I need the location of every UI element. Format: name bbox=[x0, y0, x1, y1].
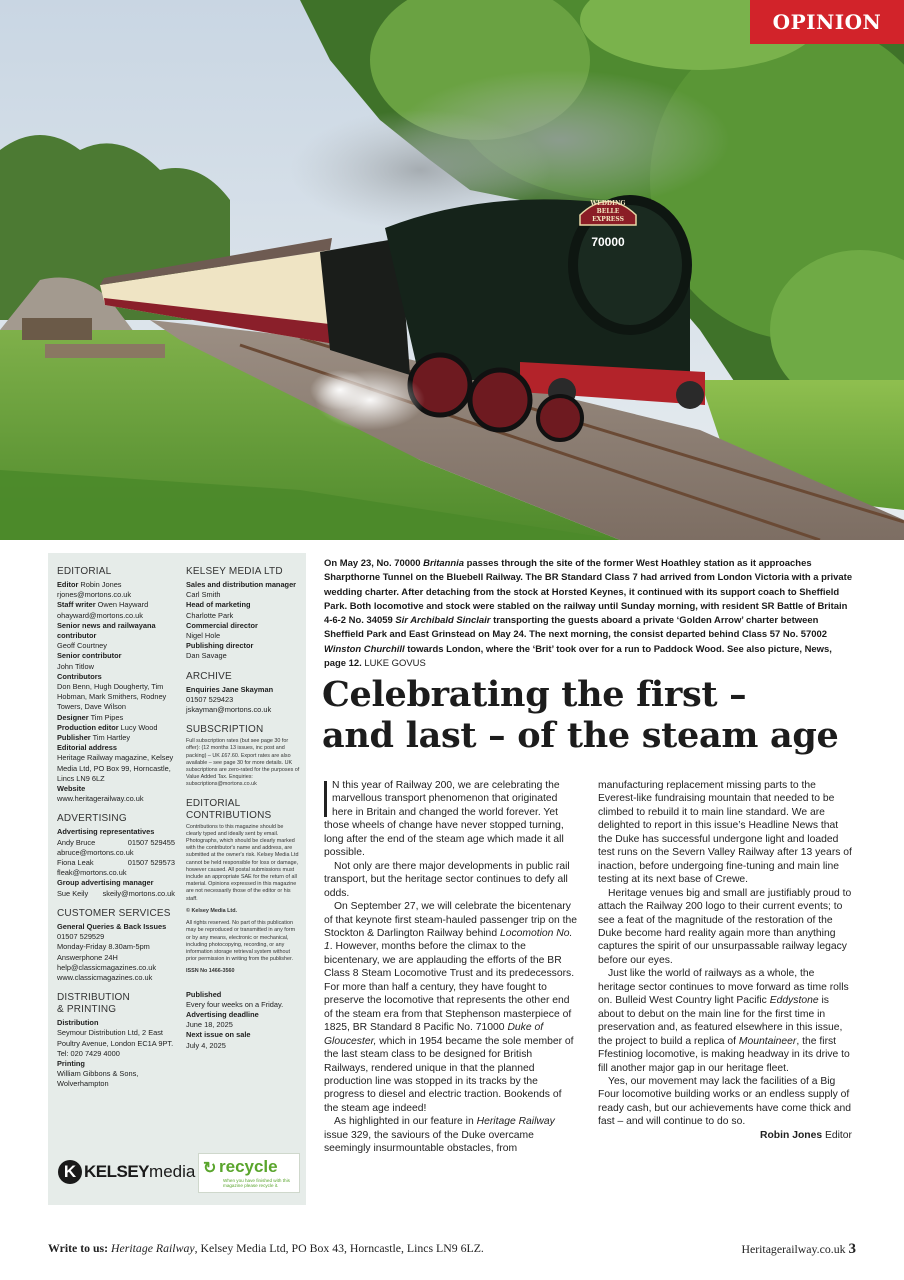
marketing-name: Charlotte Park bbox=[186, 610, 234, 620]
rights-text: All rights reserved. No part of this publication may be reproduced or transmitted in any form or by any means, electronic or mechanical, including photocopying, recording, or any information storage retrieval system without prior permission in writing from the publisher. bbox=[186, 920, 296, 963]
signature-role: Editor bbox=[824, 1129, 852, 1141]
subscription-heading: SUBSCRIPTION bbox=[186, 724, 264, 736]
commercial-name: Nigel Hole bbox=[186, 631, 221, 641]
sales-label: Sales and distribution manager bbox=[186, 580, 297, 589]
staff-box bbox=[48, 553, 306, 1205]
commercial-label: Commercial director bbox=[186, 620, 258, 630]
editor-email[interactable]: rjones@mortons.co.uk bbox=[57, 590, 132, 600]
body-c2p3-part-a: Just like the world of railways as a whole, the heritage sector continues to move forward as time rolls on. Bulleid West Country light Pacific bbox=[598, 968, 849, 1007]
body-p4-part-a: As highlighted in our feature in bbox=[334, 1116, 477, 1128]
group-ad-name: Sue Keily bbox=[57, 888, 89, 898]
footer-write-label: Write to us: bbox=[48, 1241, 109, 1255]
body-paragraph: Heritage venues big and small are justifiably proud to attach the Railway 200 logo to their current events; to see a feat of the magnitude of the restoration of the Duke become hard reality again more than anything captures the spirit of our unsurpassable railway legacy before our eyes. bbox=[598, 887, 852, 966]
editor-name: Robin Jones bbox=[80, 580, 122, 589]
kelsey-logo-text-b: media bbox=[149, 1162, 196, 1181]
contributions-section bbox=[186, 798, 300, 976]
designer-label: Designer bbox=[57, 712, 89, 722]
sales-name: Carl Smith bbox=[186, 590, 221, 600]
body-p3-part-c: which in 1954 became the sole member of the last steam class to be designed for British Railways, rendered unique in that the planned production line was stopped in its tracks by the progress to diesel and electric traction. Bookends of the steam age indeed! bbox=[324, 1035, 574, 1114]
headline-line-1: Celebrating the first – bbox=[322, 674, 747, 715]
rep2-phone: 01507 529573 bbox=[127, 858, 175, 868]
contributors-label: Contributors bbox=[57, 671, 102, 681]
subscription-text: Full subscription rates (but see page 30 for offer): (12 months 13 issues, inc post and packing) – UK £67.60. Export rates are also available – see page 30 for more details. UK subscriptions are zero-rated for the purposes of Value Added Tax. Enquiries: subscriptions@mortons.co.uk bbox=[186, 738, 300, 788]
printing-label: Printing bbox=[57, 1058, 85, 1068]
recycle-logo bbox=[198, 1153, 300, 1193]
customer-website[interactable]: www.classicmagazines.co.uk bbox=[57, 972, 153, 982]
rep1-name: Andy Bruce bbox=[57, 837, 96, 847]
dropcap-i bbox=[324, 781, 327, 817]
staff-writer-label: Staff writer bbox=[57, 600, 96, 610]
website-link[interactable]: www.heritagerailway.co.uk bbox=[57, 794, 144, 804]
body-paragraph: Not only are there major developments in public rail transport, but the heritage sector continues to defy all odds. bbox=[324, 860, 570, 899]
publishing-name: Dan Savage bbox=[186, 651, 227, 661]
archive-section bbox=[186, 671, 300, 716]
archive-phone: 01507 529423 bbox=[186, 694, 234, 704]
publisher-name: Tim Hartley bbox=[92, 733, 131, 743]
body-p3-part-b: . However, months before the climax to the bicentenary, we are applauding the efforts of the BR Class 8 Steam Locomotive Trust and its predecessors. For more than half a century, they have fought to preserve the locomotive that represents the other end of the steam era from that Stephenson masterpiece of 1825, BR Standard 8 Pacific No. 71000 bbox=[324, 941, 575, 1034]
contributions-heading: EDITORIAL CONTRIBUTIONS bbox=[186, 797, 272, 821]
caption-part-2: passes through the site of the former West Hoathley station as it approaches Sharpthorne Tunnel on the Bluebell Railway. The BR Standard Class 7 had arrived from London Victoria with a private wedding charter. After detaching from the stock at Horsted Keynes, it continued with its support coach to Sheffield Park. Both locomotive and stock were stabled on the railway until Sunday morning, with resident SR Battle of Britain 4-6-2 No. 34059 bbox=[324, 558, 853, 627]
page-footer bbox=[48, 1241, 856, 1257]
customer-phone: 01507 529529 bbox=[57, 932, 105, 942]
body-c2p3-part-c: , the first Ffestiniog locomotive, is making headway in its drive to fill another major gap in our heritage fleet. bbox=[598, 1035, 850, 1074]
production-name: Lucy Wood bbox=[120, 722, 158, 732]
rep1-email[interactable]: abruce@mortons.co.uk bbox=[57, 847, 134, 857]
caption-part-1: On May 23, No. 70000 bbox=[324, 558, 424, 569]
advertising-section bbox=[57, 813, 175, 898]
body-p3-italic-2: Duke of Gloucester, bbox=[324, 1022, 544, 1047]
issn-line: ISSN No 1466-3560 bbox=[186, 968, 235, 975]
caption-part-3: transporting the guests aboard a private ‘Golden Arrow’ charter between Sheffield Park and East Grinstead on May 24. The next morning, the consist departed behind Class 57 No. 57002 bbox=[324, 615, 827, 641]
train-illustration bbox=[0, 0, 904, 540]
staff-column-left bbox=[57, 566, 175, 1099]
recycle-arrow-icon: ↻ bbox=[203, 1160, 217, 1177]
recycle-text: recycle bbox=[219, 1157, 278, 1176]
designer-name: Tim Pipes bbox=[90, 712, 124, 722]
body-paragraph bbox=[324, 900, 578, 1115]
editor-label: Editor bbox=[57, 580, 79, 589]
rep2-email[interactable]: fleak@mortons.co.uk bbox=[57, 868, 127, 878]
photo-caption bbox=[324, 557, 856, 671]
photo-credit: LUKE GOVUS bbox=[364, 658, 426, 670]
kelsey-media-logo bbox=[58, 1160, 195, 1184]
distribution-text: Seymour Distribution Ltd, 2 East Poultry Avenue, London EC1A 9PT. Tel: 020 7429 4000 bbox=[57, 1028, 174, 1058]
senior-news-name: Geoff Courtney bbox=[57, 641, 107, 651]
footer-address-text: , Kelsey Media Ltd, PO Box 43, Horncastle, Lincs LN9 6LZ. bbox=[194, 1241, 484, 1255]
body-paragraph bbox=[324, 779, 578, 860]
contributors-names: Don Benn, Hugh Dougherty, Tim Hobman, Mark Smithers, Rodney Towers, Dave Wilson bbox=[57, 682, 167, 712]
senior-contrib-label: Senior contributor bbox=[57, 651, 122, 661]
staff-column-right bbox=[186, 566, 300, 1060]
body-p3-part-a: On September 27, we will celebrate the bicentenary of that keynote first steam-hauled passenger trip on the Stockton & Darlington Railway behind bbox=[324, 901, 577, 939]
body-paragraph: Yes, our movement may lack the facilities of a Big Four locomotive building works or an endless supply of ready cash, but our achievements have come thick and fast – and will continue to do so. bbox=[598, 1075, 851, 1128]
senior-news-label: Senior news and railwayana contributor bbox=[57, 620, 156, 641]
advertising-heading: ADVERTISING bbox=[57, 813, 127, 825]
copyright-line: © Kelsey Media Ltd. bbox=[186, 907, 238, 914]
editorial-section bbox=[57, 566, 175, 804]
caption-part-4: towards London, where the ‘Brit’ took over for a run to Paddock Wood. See also picture, News, page 12. bbox=[324, 643, 832, 670]
signature-name: Robin Jones bbox=[760, 1129, 823, 1141]
caption-italic-1: Britannia bbox=[423, 558, 465, 569]
archive-email[interactable]: jskayman@mortons.co.uk bbox=[186, 705, 272, 715]
kelsey-section bbox=[186, 566, 300, 662]
page-number: 3 bbox=[848, 1241, 856, 1257]
body-p3-italic: Locomotion No. 1 bbox=[324, 927, 573, 953]
headboard-line3: EXPRESS bbox=[592, 216, 624, 223]
headline-line-2: and last – of the steam age bbox=[322, 715, 839, 756]
marketing-label: Head of marketing bbox=[186, 600, 251, 610]
caption-italic-2: Sir Archibald Sinclair bbox=[395, 615, 491, 627]
footer-website[interactable]: Heritagerailway.co.uk bbox=[741, 1242, 846, 1256]
body-paragraph: manufacturing replacement missing parts to the Everest-like fundraising mountain that needed to be climbed to rebuild it to main line standard. We are delighted to report in this issue’s Headline News that the Duke has successful undergone light and loaded test runs on the Severn Valley Railway after 13 years of inaction, before undergoing fine-tuning and main line testing at its next base of Crewe. bbox=[598, 780, 852, 886]
rep2-name: Fiona Leak bbox=[57, 858, 94, 868]
footer-address bbox=[48, 1241, 484, 1256]
caption-italic-3: Winston Churchill bbox=[324, 643, 405, 655]
address-label: Editorial address bbox=[57, 743, 117, 753]
published-section bbox=[186, 990, 300, 1051]
body-c2p3-italic-2: Mountaineer bbox=[738, 1035, 797, 1047]
published-label: Published bbox=[186, 989, 222, 999]
body-column-2 bbox=[598, 779, 852, 1142]
production-label: Production editor bbox=[57, 722, 119, 732]
archive-enquiries: Enquiries Jane Skayman bbox=[186, 684, 274, 694]
distribution-label: Distribution bbox=[57, 1018, 99, 1028]
publisher-label: Publisher bbox=[57, 733, 91, 743]
body-p1-text: N this year of Railway 200, we are celebrating the marvellous transport phenomenon that originated here in Britain and changed the world forever. Yet those wheels of change have never stopped turning, long after the end of the steam age which made it all possible. bbox=[324, 780, 564, 859]
recycle-subtext: When you have finished with this magazine please recycle it. bbox=[223, 1178, 290, 1189]
rep1-phone: 01507 529455 bbox=[127, 837, 175, 847]
opinion-tag: OPINION bbox=[750, 0, 904, 44]
customer-answerphone: Answerphone 24H bbox=[57, 952, 118, 962]
body-paragraph bbox=[324, 1115, 578, 1155]
website-label: Website bbox=[57, 784, 86, 794]
customer-section bbox=[57, 908, 175, 983]
reps-label: Advertising representatives bbox=[57, 827, 155, 837]
deadline-date: June 18, 2025 bbox=[186, 1020, 233, 1030]
distribution-section bbox=[57, 992, 175, 1089]
senior-contrib-name: John Titlow bbox=[57, 661, 94, 671]
distribution-heading-1: DISTRIBUTION bbox=[57, 992, 130, 1004]
staff-writer-email[interactable]: ohayward@mortons.co.uk bbox=[57, 610, 143, 620]
editorial-heading: EDITORIAL bbox=[57, 566, 112, 577]
loco-number: 70000 bbox=[591, 235, 625, 249]
printing-text: William Gibbons & Sons, Wolverhampton bbox=[57, 1069, 139, 1089]
body-paragraph bbox=[598, 967, 852, 1075]
body-p4-part-b: issue 329, the saviours of the Duke overcame seemingly insurmountable obstacles, from bbox=[324, 1129, 534, 1155]
published-text: Every four weeks on a Friday. bbox=[186, 999, 284, 1009]
headline bbox=[322, 674, 882, 756]
body-p4-italic: Heritage Railway bbox=[476, 1116, 555, 1128]
kelsey-heading: KELSEY MEDIA LTD bbox=[186, 566, 283, 577]
group-ad-label: Group advertising manager bbox=[57, 878, 154, 888]
queries-label: General Queries & Back Issues bbox=[57, 921, 167, 931]
deadline-label: Advertising deadline bbox=[186, 1009, 259, 1019]
body-c2p3-italic: Eddystone bbox=[769, 995, 819, 1007]
subscription-section bbox=[186, 724, 300, 788]
kelsey-logo-text-a: KELSEY bbox=[84, 1162, 150, 1181]
group-ad-email[interactable]: skeily@mortons.co.uk bbox=[102, 888, 175, 898]
distribution-heading-2: & PRINTING bbox=[57, 1004, 117, 1016]
footer-right bbox=[741, 1241, 856, 1258]
headboard-line1: WEDDING bbox=[590, 200, 626, 207]
editor-signature bbox=[598, 1129, 852, 1142]
next-issue-date: July 4, 2025 bbox=[186, 1040, 226, 1050]
next-issue-label: Next issue on sale bbox=[186, 1030, 251, 1040]
kelsey-k-icon: K bbox=[58, 1160, 82, 1184]
address-text: Heritage Railway magazine, Kelsey Media Ltd, PO Box 99, Horncastle, Lincs LN9 6LZ bbox=[57, 753, 174, 783]
archive-heading: ARCHIVE bbox=[186, 670, 232, 682]
cover-photo bbox=[0, 0, 904, 540]
body-c2p3-part-b: is about to debut on the main line for the first time in preservation and, as featured elsewhere in this issue, the project to build a replica of bbox=[598, 995, 843, 1047]
publishing-label: Publishing director bbox=[186, 641, 254, 651]
body-column-1 bbox=[324, 779, 578, 1156]
headboard-line2: BELLE bbox=[596, 208, 620, 215]
customer-hours: Monday-Friday 8.30am-5pm bbox=[57, 942, 150, 952]
customer-heading: CUSTOMER SERVICES bbox=[57, 907, 171, 919]
customer-email[interactable]: help@classicmagazines.co.uk bbox=[57, 962, 157, 972]
footer-magazine: Heritage Railway bbox=[111, 1241, 195, 1255]
staff-writer-name: Owen Hayward bbox=[97, 600, 149, 610]
contributions-text: Contributions to this magazine should be clearly typed and ideally sent by email. Photographs, which should be clearly marked with the contributor's name and address, are submitted at the owner's risk. Kelsey Media Ltd cannot be held responsible for loss or damage, however caused. All postal submissions must include an appropriate SAE for the return of all material. Opinions expressed in this magazine are not necessarily those of the editor or his staff. bbox=[186, 823, 299, 902]
